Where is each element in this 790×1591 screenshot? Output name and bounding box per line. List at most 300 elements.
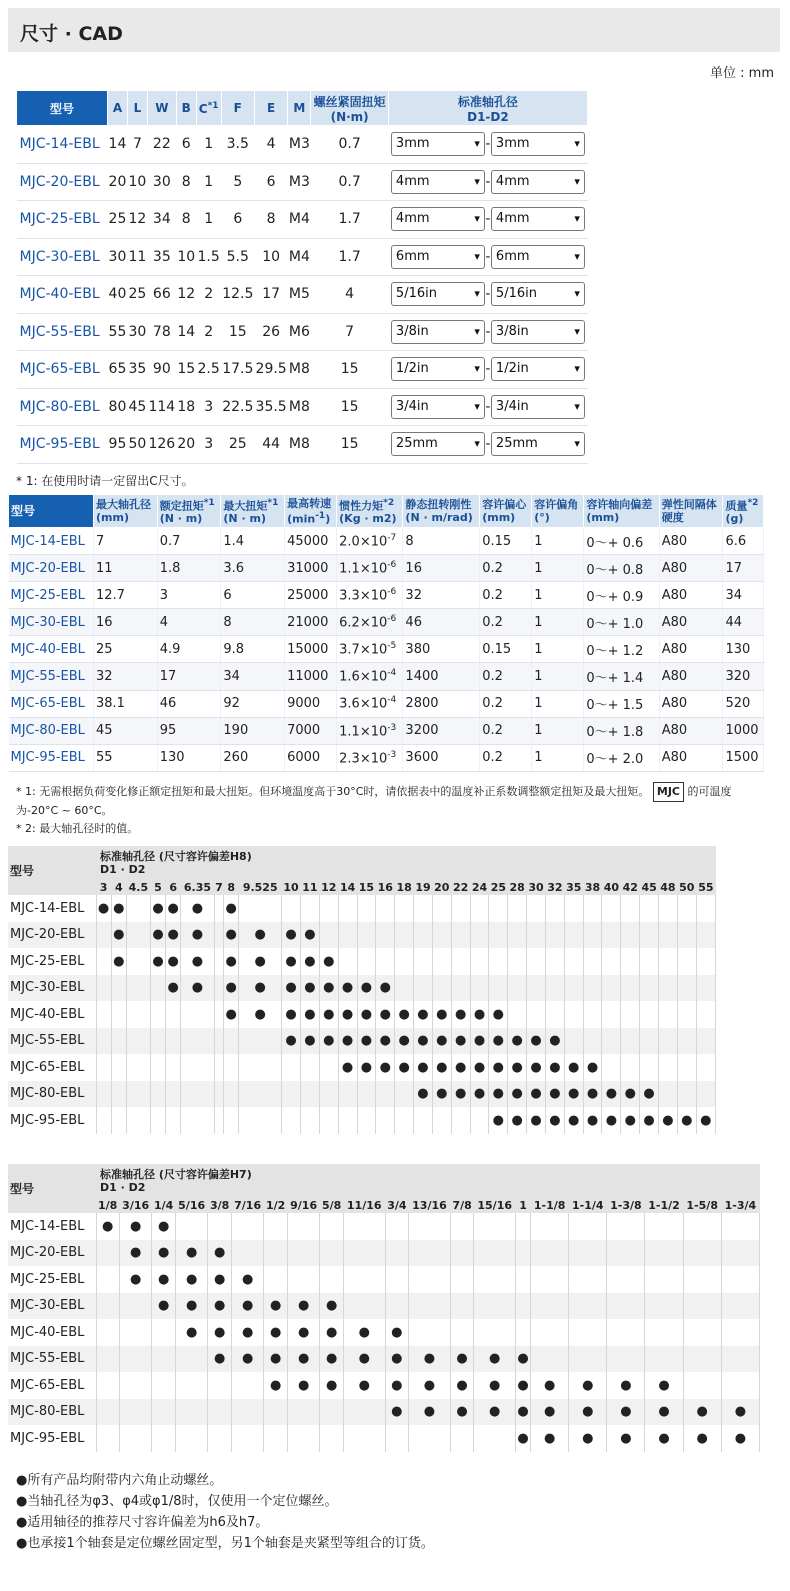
chevron-down-icon: ▾	[574, 287, 580, 301]
table-row	[9, 636, 764, 663]
model-link[interactable]: MJC-25-EBL	[9, 582, 94, 609]
available-dot-icon: ●	[152, 927, 164, 943]
available-dot-icon: ●	[489, 1404, 501, 1420]
bore-d1-select[interactable]	[391, 207, 485, 231]
cell-speed	[285, 528, 337, 555]
availability-cell	[264, 1346, 287, 1373]
availability-cell	[721, 1425, 759, 1452]
available-dot-icon: ●	[167, 980, 179, 996]
available-dot-icon: ●	[391, 1351, 403, 1367]
model-link[interactable]: MJC-14-EBL	[9, 528, 94, 555]
availability-cell	[583, 922, 602, 949]
availability-cell	[181, 1054, 214, 1081]
spec-table	[8, 494, 764, 772]
size-header: 9/16	[287, 1198, 320, 1213]
availability-cell	[338, 1001, 357, 1028]
availability-cell	[583, 975, 602, 1002]
availability-cell	[150, 948, 165, 975]
availability-cell	[126, 1081, 150, 1108]
cell-value: A80	[661, 587, 688, 603]
cell-value: 1	[534, 723, 543, 739]
bore-d1-select[interactable]	[391, 132, 485, 156]
col-header-text: 最大轴孔径	[96, 498, 151, 511]
cell-mass	[723, 555, 764, 582]
availability-cell	[451, 975, 470, 1002]
availability-cell	[607, 1266, 645, 1293]
availability-cell	[683, 1213, 721, 1240]
availability-cell	[432, 1054, 451, 1081]
availability-cell	[214, 975, 223, 1002]
col-header-text: 容许偏心	[482, 498, 527, 511]
availability-cell	[645, 1319, 683, 1346]
bore-d2-select[interactable]	[491, 132, 585, 156]
col-header-e: E	[254, 91, 287, 126]
available-dot-icon: ●	[658, 1377, 670, 1393]
chevron-down-icon: ▾	[574, 212, 580, 226]
size-header: 50	[679, 881, 695, 894]
bore-d1-select[interactable]	[391, 282, 485, 306]
cell-value: 16	[96, 614, 113, 630]
size-header: 9.525	[239, 880, 282, 895]
availability-cell	[338, 1107, 357, 1134]
cell-value: 1	[534, 614, 543, 630]
available-dot-icon: ●	[304, 1006, 316, 1022]
col-header-unit-text: 硬度	[661, 511, 684, 524]
available-dot-icon: ●	[456, 1377, 468, 1393]
availability-cell	[432, 895, 451, 922]
cell-value: 0～+ 0.9	[586, 589, 644, 605]
cell-m: M8	[288, 351, 311, 389]
model-link[interactable]: MJC-80-EBL	[9, 717, 94, 744]
bore-d1-select[interactable]	[391, 432, 485, 456]
availability-cell	[96, 895, 111, 922]
availability-cell	[231, 1319, 264, 1346]
cell-stiff	[403, 609, 480, 636]
cell-value: 1400	[405, 669, 439, 685]
availability-cell	[516, 1240, 531, 1267]
col-header-label	[662, 498, 721, 511]
cell-stiff	[403, 717, 480, 744]
cell-e: 4	[254, 126, 287, 164]
cell-mass	[723, 663, 764, 690]
model-link[interactable]: MJC-40-EBL	[9, 636, 94, 663]
col-header	[532, 495, 584, 528]
available-dot-icon: ●	[191, 980, 204, 996]
availability-cell	[181, 1081, 214, 1108]
cell-stiff	[403, 636, 480, 663]
mjc-logo-box: MJC	[653, 782, 684, 802]
availability-cell	[564, 948, 583, 975]
availability-cell	[531, 1266, 569, 1293]
available-dot-icon: ●	[254, 953, 266, 969]
available-dot-icon: ●	[185, 1298, 198, 1314]
availability-cell	[300, 895, 319, 922]
cell-f: 22.5	[221, 388, 254, 426]
available-dot-icon: ●	[549, 1112, 561, 1128]
available-dot-icon: ●	[152, 953, 164, 969]
col-header-text: 静态扭转刚性	[405, 498, 472, 511]
col-header	[94, 495, 158, 528]
model-link[interactable]: MJC-55-EBL	[17, 313, 108, 351]
chevron-down-icon: ▾	[474, 174, 480, 188]
separator: -	[485, 323, 491, 340]
available-dot-icon: ●	[297, 1298, 310, 1314]
available-dot-icon: ●	[185, 1324, 198, 1340]
cell-w: 126	[147, 426, 176, 464]
cell-value: 3.3×10	[339, 588, 388, 604]
bore-d1-value: 1/2in	[395, 361, 429, 377]
availability-cell	[583, 1054, 602, 1081]
availability-cell	[659, 1001, 678, 1028]
availability-cell	[376, 1028, 395, 1055]
size-header: 3/8	[208, 1198, 231, 1213]
bore-d1-value: 4mm	[395, 173, 430, 189]
available-dot-icon: ●	[492, 1033, 505, 1049]
cell-value: A80	[661, 533, 688, 549]
availability-cell	[659, 1081, 678, 1108]
available-dot-icon: ●	[492, 1059, 505, 1075]
col-header-bore-group	[96, 1164, 760, 1198]
size-header: 15/16	[474, 1198, 516, 1213]
availability-cell	[111, 895, 126, 922]
table-row	[8, 1266, 760, 1293]
chevron-down-icon: ▾	[474, 137, 480, 151]
size-header: 5/8	[320, 1198, 343, 1213]
bore-d1-select[interactable]	[391, 170, 485, 194]
separator: -	[485, 398, 491, 415]
bore-d1-select[interactable]	[391, 395, 485, 419]
available-dot-icon: ●	[511, 1086, 523, 1102]
bore-d2-select[interactable]	[491, 170, 585, 194]
model-link[interactable]: MJC-65-EBL	[17, 351, 108, 389]
cell-speed	[285, 744, 337, 771]
available-dot-icon: ●	[225, 980, 237, 996]
model-label: MJC-20-EBL	[8, 1240, 96, 1267]
cell-value: 190	[223, 723, 249, 739]
availability-cell	[451, 895, 470, 922]
availability-cell	[450, 1399, 473, 1426]
model-link[interactable]: MJC-14-EBL	[17, 126, 108, 164]
cell-bore	[94, 609, 158, 636]
model-link[interactable]: MJC-20-EBL	[9, 555, 94, 582]
cell-ang	[532, 528, 584, 555]
available-dot-icon: ●	[358, 1324, 370, 1340]
availability-cell	[357, 948, 376, 975]
cell-axial	[584, 744, 659, 771]
available-dot-icon: ●	[225, 953, 237, 969]
model-link[interactable]: MJC-25-EBL	[17, 201, 108, 239]
availability-cell	[516, 1346, 531, 1373]
cell-bore	[388, 126, 587, 164]
size-header: 35	[566, 881, 582, 894]
cell-e: 44	[254, 426, 287, 464]
availability-cell	[320, 1319, 343, 1346]
model-link[interactable]: MJC-30-EBL	[17, 238, 108, 276]
availability-cell	[602, 948, 621, 975]
availability-cell	[569, 1319, 607, 1346]
availability-cell	[470, 1001, 489, 1028]
availability-cell	[602, 1081, 621, 1108]
availability-cell	[239, 975, 282, 1002]
cell-l: 11	[127, 238, 147, 276]
cell-m: M6	[288, 313, 311, 351]
col-header-label	[405, 498, 477, 511]
bore-d2-select[interactable]	[491, 207, 585, 231]
cell-value: 1	[534, 696, 543, 712]
model-link[interactable]: MJC-55-EBL	[9, 663, 94, 690]
availability-cell	[320, 1372, 343, 1399]
availability-cell	[231, 1240, 264, 1267]
cell-mass	[723, 744, 764, 771]
availability-cell	[489, 895, 508, 922]
availability-cell	[126, 1001, 150, 1028]
availability-cell	[470, 975, 489, 1002]
availability-cell	[621, 895, 640, 922]
cell-bore	[94, 528, 158, 555]
availability-cell	[721, 1266, 759, 1293]
bore-d2-select[interactable]	[491, 432, 585, 456]
col-header	[9, 495, 94, 528]
available-dot-icon: ●	[582, 1404, 594, 1420]
availability-cell	[659, 1028, 678, 1055]
table-row	[8, 1425, 760, 1452]
cell-b: 6	[176, 126, 196, 164]
availability-cell	[621, 922, 640, 949]
bore-d1-select[interactable]	[391, 245, 485, 269]
available-dot-icon: ●	[511, 1033, 523, 1049]
available-dot-icon: ●	[473, 1059, 486, 1075]
availability-cell	[320, 1266, 343, 1293]
availability-cell	[721, 1319, 759, 1346]
availability-cell	[175, 1266, 208, 1293]
col-header-text: 质量	[725, 499, 748, 513]
available-dot-icon: ●	[643, 1112, 655, 1128]
availability-cell	[583, 895, 602, 922]
availability-cell	[489, 1081, 508, 1108]
cell-value: 6.6	[725, 533, 747, 549]
available-dot-icon: ●	[304, 1033, 316, 1049]
bore-d2-select[interactable]	[491, 320, 585, 344]
cell-value: 6.2×10	[339, 615, 388, 631]
availability-cell	[175, 1399, 208, 1426]
availability-cell	[166, 975, 181, 1002]
cell-max	[221, 663, 285, 690]
bore-d1-select[interactable]	[391, 320, 485, 344]
col-header	[659, 495, 723, 528]
available-dot-icon: ●	[454, 1059, 467, 1075]
bore-d1-select[interactable]	[391, 357, 485, 381]
availability-cell	[338, 1081, 357, 1108]
availability-cell	[696, 1028, 715, 1055]
size-header: 7/8	[450, 1198, 473, 1213]
separator: -	[485, 211, 491, 228]
availability-cell	[470, 1054, 489, 1081]
col-header-unit	[160, 512, 219, 525]
availability-cell	[432, 1028, 451, 1055]
cell-value: 7	[96, 533, 105, 549]
cell-value: 25	[96, 641, 113, 657]
cell-value: 9000	[287, 696, 321, 712]
cell-rated	[157, 555, 221, 582]
model-link[interactable]: MJC-95-EBL	[9, 744, 94, 771]
available-dot-icon: ●	[379, 980, 391, 996]
table-row	[9, 528, 764, 555]
chevron-down-icon: ▾	[474, 437, 480, 451]
bore-d2-select[interactable]	[491, 245, 585, 269]
cell-ang	[532, 744, 584, 771]
availability-cell	[287, 1346, 320, 1373]
size-header: 28	[509, 881, 525, 894]
availability-cell	[508, 922, 527, 949]
bore-d2-select[interactable]	[491, 395, 585, 419]
size-header: 3	[96, 880, 111, 895]
availability-cell	[224, 975, 239, 1002]
cell-ang	[532, 582, 584, 609]
availability-cell	[508, 1107, 527, 1134]
model-link[interactable]: MJC-95-EBL	[17, 426, 108, 464]
available-dot-icon: ●	[454, 1033, 467, 1049]
available-dot-icon: ●	[341, 1033, 354, 1049]
availability-cell	[564, 895, 583, 922]
cell-value: 0～+ 1.8	[586, 725, 644, 741]
availability-cell	[264, 1213, 287, 1240]
cell-mass	[723, 528, 764, 555]
size-header: 3/4	[385, 1198, 408, 1213]
available-dot-icon: ●	[254, 980, 266, 996]
available-dot-icon: ●	[436, 1006, 448, 1022]
col-header-unit	[96, 511, 155, 524]
bore-group-sub: D1 · D2	[100, 863, 146, 876]
bore-d2-value: 5/16in	[495, 286, 537, 302]
bore-d2-select[interactable]	[491, 357, 585, 381]
availability-cell	[287, 1319, 320, 1346]
cell-value: 0～+ 1.4	[586, 671, 644, 687]
availability-cell	[287, 1213, 320, 1240]
cell-value: 3600	[405, 750, 439, 766]
model-label: MJC-80-EBL	[8, 1399, 96, 1426]
availability-cell	[677, 1054, 696, 1081]
model-link[interactable]: MJC-20-EBL	[17, 163, 108, 201]
cell-e: 26	[254, 313, 287, 351]
available-dot-icon: ●	[473, 1033, 486, 1049]
cell-value: 3	[159, 587, 168, 603]
cell-value: 4.9	[159, 641, 181, 657]
cell-m: M8	[288, 426, 311, 464]
availability-cell	[508, 975, 527, 1002]
available-dot-icon: ●	[473, 1086, 486, 1102]
cell-ecc	[480, 555, 532, 582]
availability-cell	[721, 1346, 759, 1373]
cell-b: 8	[176, 163, 196, 201]
chevron-down-icon: ▾	[474, 399, 480, 413]
availability-cell	[696, 975, 715, 1002]
table-row	[8, 1001, 716, 1028]
availability-cell	[545, 1001, 564, 1028]
availability-cell	[264, 1372, 287, 1399]
availability-cell	[645, 1213, 683, 1240]
available-dot-icon: ●	[157, 1245, 170, 1261]
available-dot-icon: ●	[423, 1351, 436, 1367]
availability-cell	[409, 1240, 451, 1267]
cell-w: 34	[147, 201, 176, 239]
bore-d1-value: 25mm	[395, 436, 438, 452]
cell-ecc	[480, 582, 532, 609]
exponent: -7	[387, 532, 397, 543]
availability-cell	[319, 975, 338, 1002]
table-row	[17, 388, 588, 426]
cell-value: 320	[725, 669, 751, 685]
availability-cell	[376, 975, 395, 1002]
model-link[interactable]: MJC-40-EBL	[17, 276, 108, 314]
model-link[interactable]: MJC-80-EBL	[17, 388, 108, 426]
cell-b: 10	[176, 238, 196, 276]
chevron-down-icon: ▾	[474, 324, 480, 338]
cell-ecc	[480, 744, 532, 771]
availability-cell	[214, 922, 223, 949]
available-dot-icon: ●	[568, 1086, 580, 1102]
cell-value: 32	[405, 587, 422, 603]
availability-cell	[677, 1107, 696, 1134]
col-header-unit-text: (°)	[534, 511, 550, 524]
col-header-a: A	[108, 91, 128, 126]
footnote-marker: *2	[747, 497, 759, 508]
model-link[interactable]: MJC-65-EBL	[9, 690, 94, 717]
cell-value: 15000	[287, 641, 329, 657]
availability-cell	[569, 1399, 607, 1426]
cell-inertia	[337, 555, 403, 582]
cell-l: 12	[127, 201, 147, 239]
availability-cell	[175, 1372, 208, 1399]
availability-cell	[640, 1107, 659, 1134]
availability-cell	[320, 1293, 343, 1320]
availability-cell	[450, 1372, 473, 1399]
cell-value: 0～+ 2.0	[586, 752, 644, 768]
cell-value: 0～+ 0.6	[586, 535, 644, 551]
cell-bore	[388, 388, 587, 426]
availability-cell	[583, 1107, 602, 1134]
availability-cell	[343, 1399, 385, 1426]
table-row	[8, 1213, 760, 1240]
cell-b: 12	[176, 276, 196, 314]
chevron-down-icon: ▾	[574, 324, 580, 338]
cell-max	[221, 636, 285, 663]
cell-f: 25	[221, 426, 254, 464]
available-dot-icon: ●	[423, 1377, 436, 1393]
availability-cell	[357, 895, 376, 922]
availability-cell	[282, 1001, 301, 1028]
cell-value: 1.8	[159, 560, 181, 576]
model-link[interactable]: MJC-30-EBL	[9, 609, 94, 636]
available-dot-icon: ●	[360, 1006, 373, 1022]
size-header: 6	[166, 880, 181, 895]
size-header: 10	[283, 881, 299, 894]
availability-cell	[152, 1319, 175, 1346]
available-dot-icon: ●	[492, 1006, 505, 1022]
availability-cell	[527, 1001, 546, 1028]
table-row	[8, 1319, 760, 1346]
cell-value: 0～+ 1.5	[586, 698, 644, 714]
cell-stiff	[403, 663, 480, 690]
bore-d2-select[interactable]	[491, 282, 585, 306]
availability-cell	[320, 1425, 343, 1452]
cell-axial	[584, 690, 659, 717]
col-header-text: 弹性间隔体	[661, 498, 717, 511]
cell-f: 15	[221, 313, 254, 351]
available-dot-icon: ●	[511, 1112, 523, 1128]
cell-value: 32	[96, 669, 113, 685]
cell-bore	[94, 636, 158, 663]
availability-cell	[621, 1001, 640, 1028]
